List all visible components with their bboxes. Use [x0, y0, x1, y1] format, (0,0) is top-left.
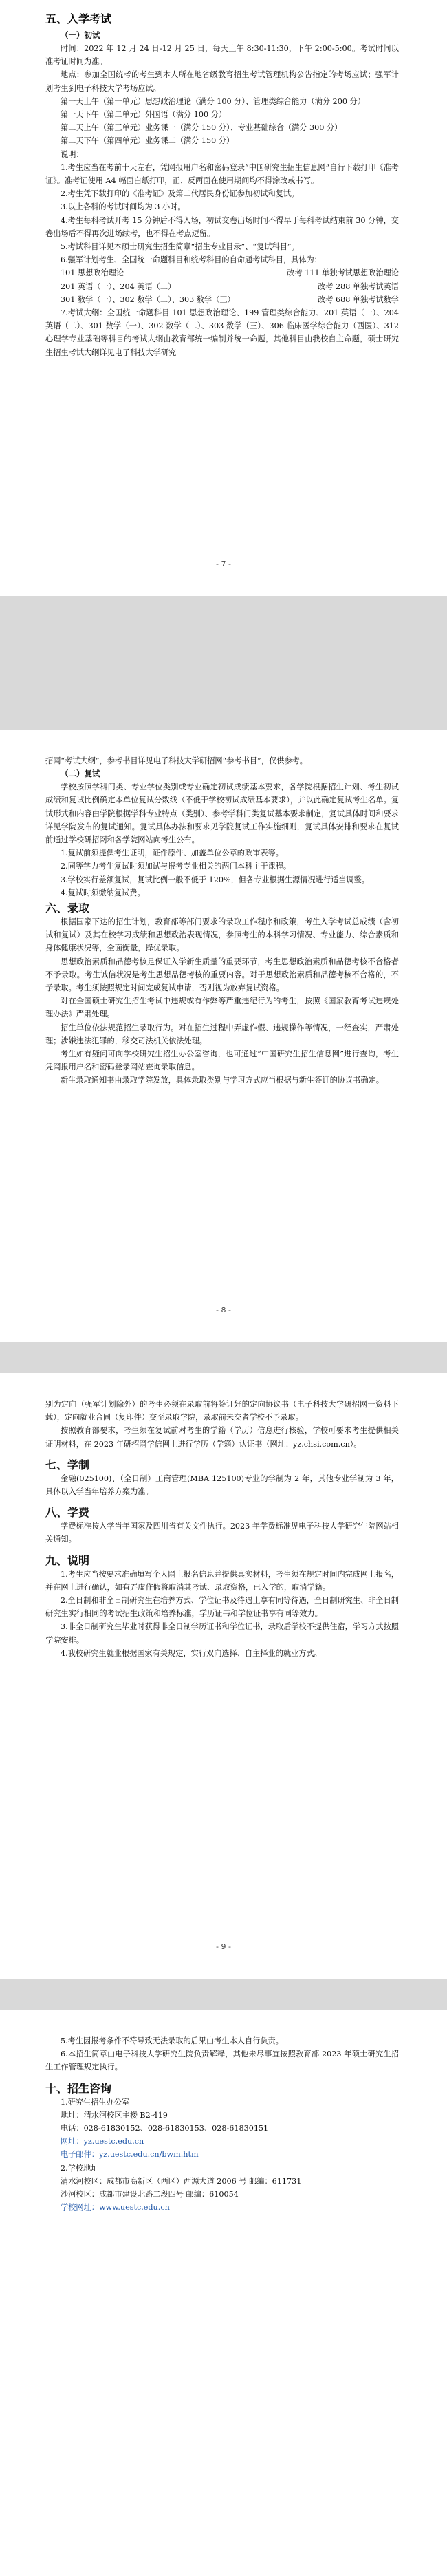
school-address-qingshuihe: 清水河校区：成都市高新区（西区）西源大道 2006 号 邮编：611731 — [61, 2176, 302, 2186]
section-title-admission: 六、录取 — [45, 902, 90, 915]
paragraph: 根据国家下达的招生计划，教育部等部门要求的录取工作程序和政策，考生入学考试总成绩（含初试和复试）及其在校学习成绩和思想政治表现情况，参照考生的本科学习情况、专业能力、综合素质和身体健康状况等，全面衡量，择优录取。 — [45, 917, 399, 953]
document-page-3 — [0, 1373, 447, 1979]
note-item: 5.考生因报考条件不符导致无法录取的后果由考生本人自行负责。 — [61, 2036, 283, 2045]
school-address-shahe: 沙河校区：成都市建设北路二段四号 邮编：610054 — [61, 2190, 239, 2200]
subject-right: 改考 111 单独考试思想政治理论 — [287, 268, 399, 278]
subsection-title-initial-exam: （一）初试 — [61, 30, 100, 40]
school-website-link[interactable]: 学校网址：www.uestc.edu.cn — [61, 2203, 170, 2213]
subject-left: 301 数学（一）、302 数学（二）、303 数学（三） — [61, 295, 235, 304]
section-title-duration: 七、学制 — [45, 1458, 90, 1471]
paragraph: 学费标准按入学当年国家及四川省有关文件执行。2023 年学费标准见电子科技大学研究生院网站相关通知。 — [45, 1522, 399, 1544]
section-title-notes: 九、说明 — [45, 1553, 90, 1567]
paragraph: 1.复试前须提供考生证明，证件原件、加盖单位公章的政审表等。 — [61, 849, 283, 858]
note-item: 1.考生应当按要求准确填写个人网上报名信息并提供真实材料，考生须在规定时间内完成网上报名，并在网上进行确认，如有弄虚作假将取消其考试、录取资格，已入学的，取消学籍。 — [45, 1569, 399, 1592]
note-item: 6.强军计划考生、全国统一命题科目和统考科目的自命题考试科目，具体为： — [61, 255, 322, 265]
paragraph: 3.学校实行差额复试，复试比例一般不低于 120%，但各专业根据生源情况进行适当调整。 — [61, 875, 369, 884]
subsection-title-retest: （二）复试 — [61, 769, 100, 779]
paragraph: 别为定向（强军计划除外）的考生必须在录取前将签订好的定向协议书（电子科技大学研招网一资料下载），定向就业合同（复印件）交至录取学院，录取前未交者学校不予录取。 — [45, 1400, 399, 1423]
document-page-4 — [0, 2010, 447, 2576]
paragraph: 思想政治素质和品德考核是保证入学新生质量的重要环节，考生思想政治素质和品德考核不合格者不予录取。考生诚信状况是考生思想品德考核的重要内容。对于思想政治素质和品德考核不合格的，不予录取。考生须按照规定时间完成复试申请，否则视为放弃复试资格。 — [45, 957, 399, 993]
paragraph: 新生录取通知书由录取学院发放，具体录取类别与学习方式应当根据与新生签订的协议书确定。 — [61, 1076, 384, 1085]
page-number: - 9 - — [216, 1942, 231, 1951]
note-item: 2.全日制和非全日制研究生在培养方式、学位证书及待遇上享有同等待遇，全日制研究生、非全日制研究生实行相同的考试招生政策和培养标准，学历证书和学位证书享有同等效力。 — [45, 1596, 399, 1619]
page-number: - 7 - — [216, 560, 231, 568]
subject-right: 改考 288 单独考试英语 — [318, 281, 399, 291]
paragraph: 金融(025100)、（全日制）工商管理(MBA 125100)专业的学制为 2 年，其他专业学制为 3 年，具体以入学当年培养方案为准。 — [45, 1473, 399, 1497]
schedule-item: 第一天上午（第一单元）思想政治理论（满分 100 分）、管理类综合能力（满分 200 分） — [61, 96, 365, 106]
paragraph: 按照教育部要求，考生须在复试前对考生的学籍（学历）信息进行核验，学校可要求考生提供相关证明材料，在 2023 年研招网学信网上进行学历（学籍）认证书（网址：yz.chsi.com.cn）。 — [45, 1426, 399, 1449]
office-phone: 电话：028-61830152、028-61830153、028-61830151 — [61, 2124, 269, 2133]
note-item: 4.考生每科考试开考 15 分钟后不得入场，初试交卷出场时间不得早于每科考试结束前 30 分钟，交卷出场后不得再次进场续考，也不得在考点逗留。 — [45, 215, 399, 238]
office-email-link[interactable]: 电子邮件：yz.uestc.edu.cn/bwm.htm — [61, 2150, 199, 2160]
office-address: 地址：清水河校区主楼 B2-419 — [61, 2110, 168, 2120]
note-item: 1.考生应当在考前十天左右，凭网报用户名和密码登录“中国研究生招生信息网”自行下载打印《准考证》。准考证使用 A4 幅面白纸打印，正、反两面在使用期间均不得涂改或书写。 — [45, 162, 399, 186]
subject-table — [45, 266, 399, 306]
section-title-tuition: 八、学费 — [45, 1506, 90, 1520]
paragraph: 对在全国硕士研究生招生考试中违规或有作弊等严重违纪行为的考生，按照《国家教育考试违规处理办法》严肃处理。 — [45, 997, 399, 1019]
paragraph: 地点：参加全国统考的考生到本人所在地省级教育招生考试管理机构公告指定的考场应试；强军计划考生到电子科技大学考场应试。 — [45, 70, 399, 93]
subject-left: 201 英语（一）、204 英语（二） — [61, 281, 176, 291]
section-title-admission-exam: 五、入学考试 — [45, 12, 112, 25]
document-page-1 — [0, 0, 447, 596]
paragraph: 考生如有疑问可向学校研究生招生办公室咨询，也可通过“中国研究生招生信息网”进行查询，考生凭网报用户名和密码登录网站查询录取信息。 — [45, 1050, 399, 1072]
paragraph: 7.考试大纲：全国统一命题科目 101 思想政治理论、199 管理类综合能力、201 英语（一）、204 英语（二）、301 数学（一）、302 数学（二）、303 数学（三）、306 临床医学综合能力（西医）、312 心理学专业基础等科目的考试大纲由教育部统一编制并统一命题，其他科目由我校自主命题，硕士研究生招生考试大纲详见电子科技大学研究 — [45, 308, 399, 357]
paragraph: 招网“考试大纲”，参考书目详见电子科技大学研招网“参考书目”，仅供参考。 — [45, 756, 307, 765]
subject-left: 101 思想政治理论 — [61, 268, 124, 278]
paragraph: 学校按照学科门类、专业学位类别或专业确定初试成绩基本要求，各学院根据招生计划、考生初试成绩和复试比例确定本单位复试分数线（不低于学校初试成绩基本要求），并以此确定复试考生名单。复试形式和内容由学院根据学科专业特点（类别）、参考学科门类复试基本要求制定，复试具体时间和要求详见学院发布的复试通知。复试具体办法和要求见学院复试工作实施细则，复试具体安排和要求在复试前通过学校研招网和各学院网站向考生公布。 — [45, 783, 399, 845]
note-item: 6.本招生简章由电子科技大学研究生院负责解释，其他未尽事宜按照教育部 2023 年硕士研究生招生工作管理规定执行。 — [45, 2050, 399, 2072]
page-number: - 8 - — [216, 1306, 231, 1314]
notes-title: 说明： — [61, 149, 84, 159]
schedule-item: 第二天上午（第三单元）业务课一（满分 150 分）、专业基础综合（满分 300 分） — [61, 123, 342, 133]
office-website-link[interactable]: 网址：yz.uestc.edu.cn — [61, 2137, 144, 2147]
note-item: 4.我校研究生就业根据国家有关规定，实行双向选择、自主择业的就业方式。 — [61, 1648, 322, 1658]
subject-right: 改考 688 单独考试数学 — [318, 295, 399, 304]
note-item: 5.考试科目详见本硕士研究生招生简章“招生专业目录”、“复试科目”。 — [61, 242, 299, 252]
school-title: 2.学校地址 — [61, 2163, 99, 2173]
office-title: 1.研究生招生办公室 — [61, 2097, 130, 2107]
paragraph: 招生单位依法规范招生录取行为。对在招生过程中弄虚作假、违规操作等情况，一经查实，严肃处理；涉嫌违法犯罪的，移交司法机关依法处理。 — [45, 1023, 399, 1045]
note-item: 3.非全日制研究生毕业时获得非全日制学历证书和学位证书，录取后学校不提供住宿，学习方式按照学院安排。 — [45, 1622, 399, 1645]
schedule-item: 第二天下午（第四单元）业务课二（满分 150 分） — [61, 136, 235, 146]
section-title-consultation: 十、招生咨询 — [45, 2081, 112, 2095]
note-item: 2.考生凭下载打印的《准考证》及第二代居民身份证参加初试和复试。 — [61, 189, 299, 199]
document-page-2 — [0, 730, 447, 1342]
note-item: 3.以上各科的考试时间均为 3 小时。 — [61, 202, 186, 212]
paragraph: 2.同等学力考生复试时须加试与报考专业相关的两门本科主干课程。 — [61, 862, 292, 871]
schedule-item: 第一天下午（第二单元）外国语（满分 100 分） — [61, 110, 227, 120]
paragraph: 时间：2022 年 12 月 24 日-12 月 25 日，每天上午 8:30-11:30，下午 2:00-5:00。考试时间以准考证时间为准。 — [45, 44, 399, 67]
paragraph: 4.复试时须缴纳复试费。 — [61, 888, 145, 897]
